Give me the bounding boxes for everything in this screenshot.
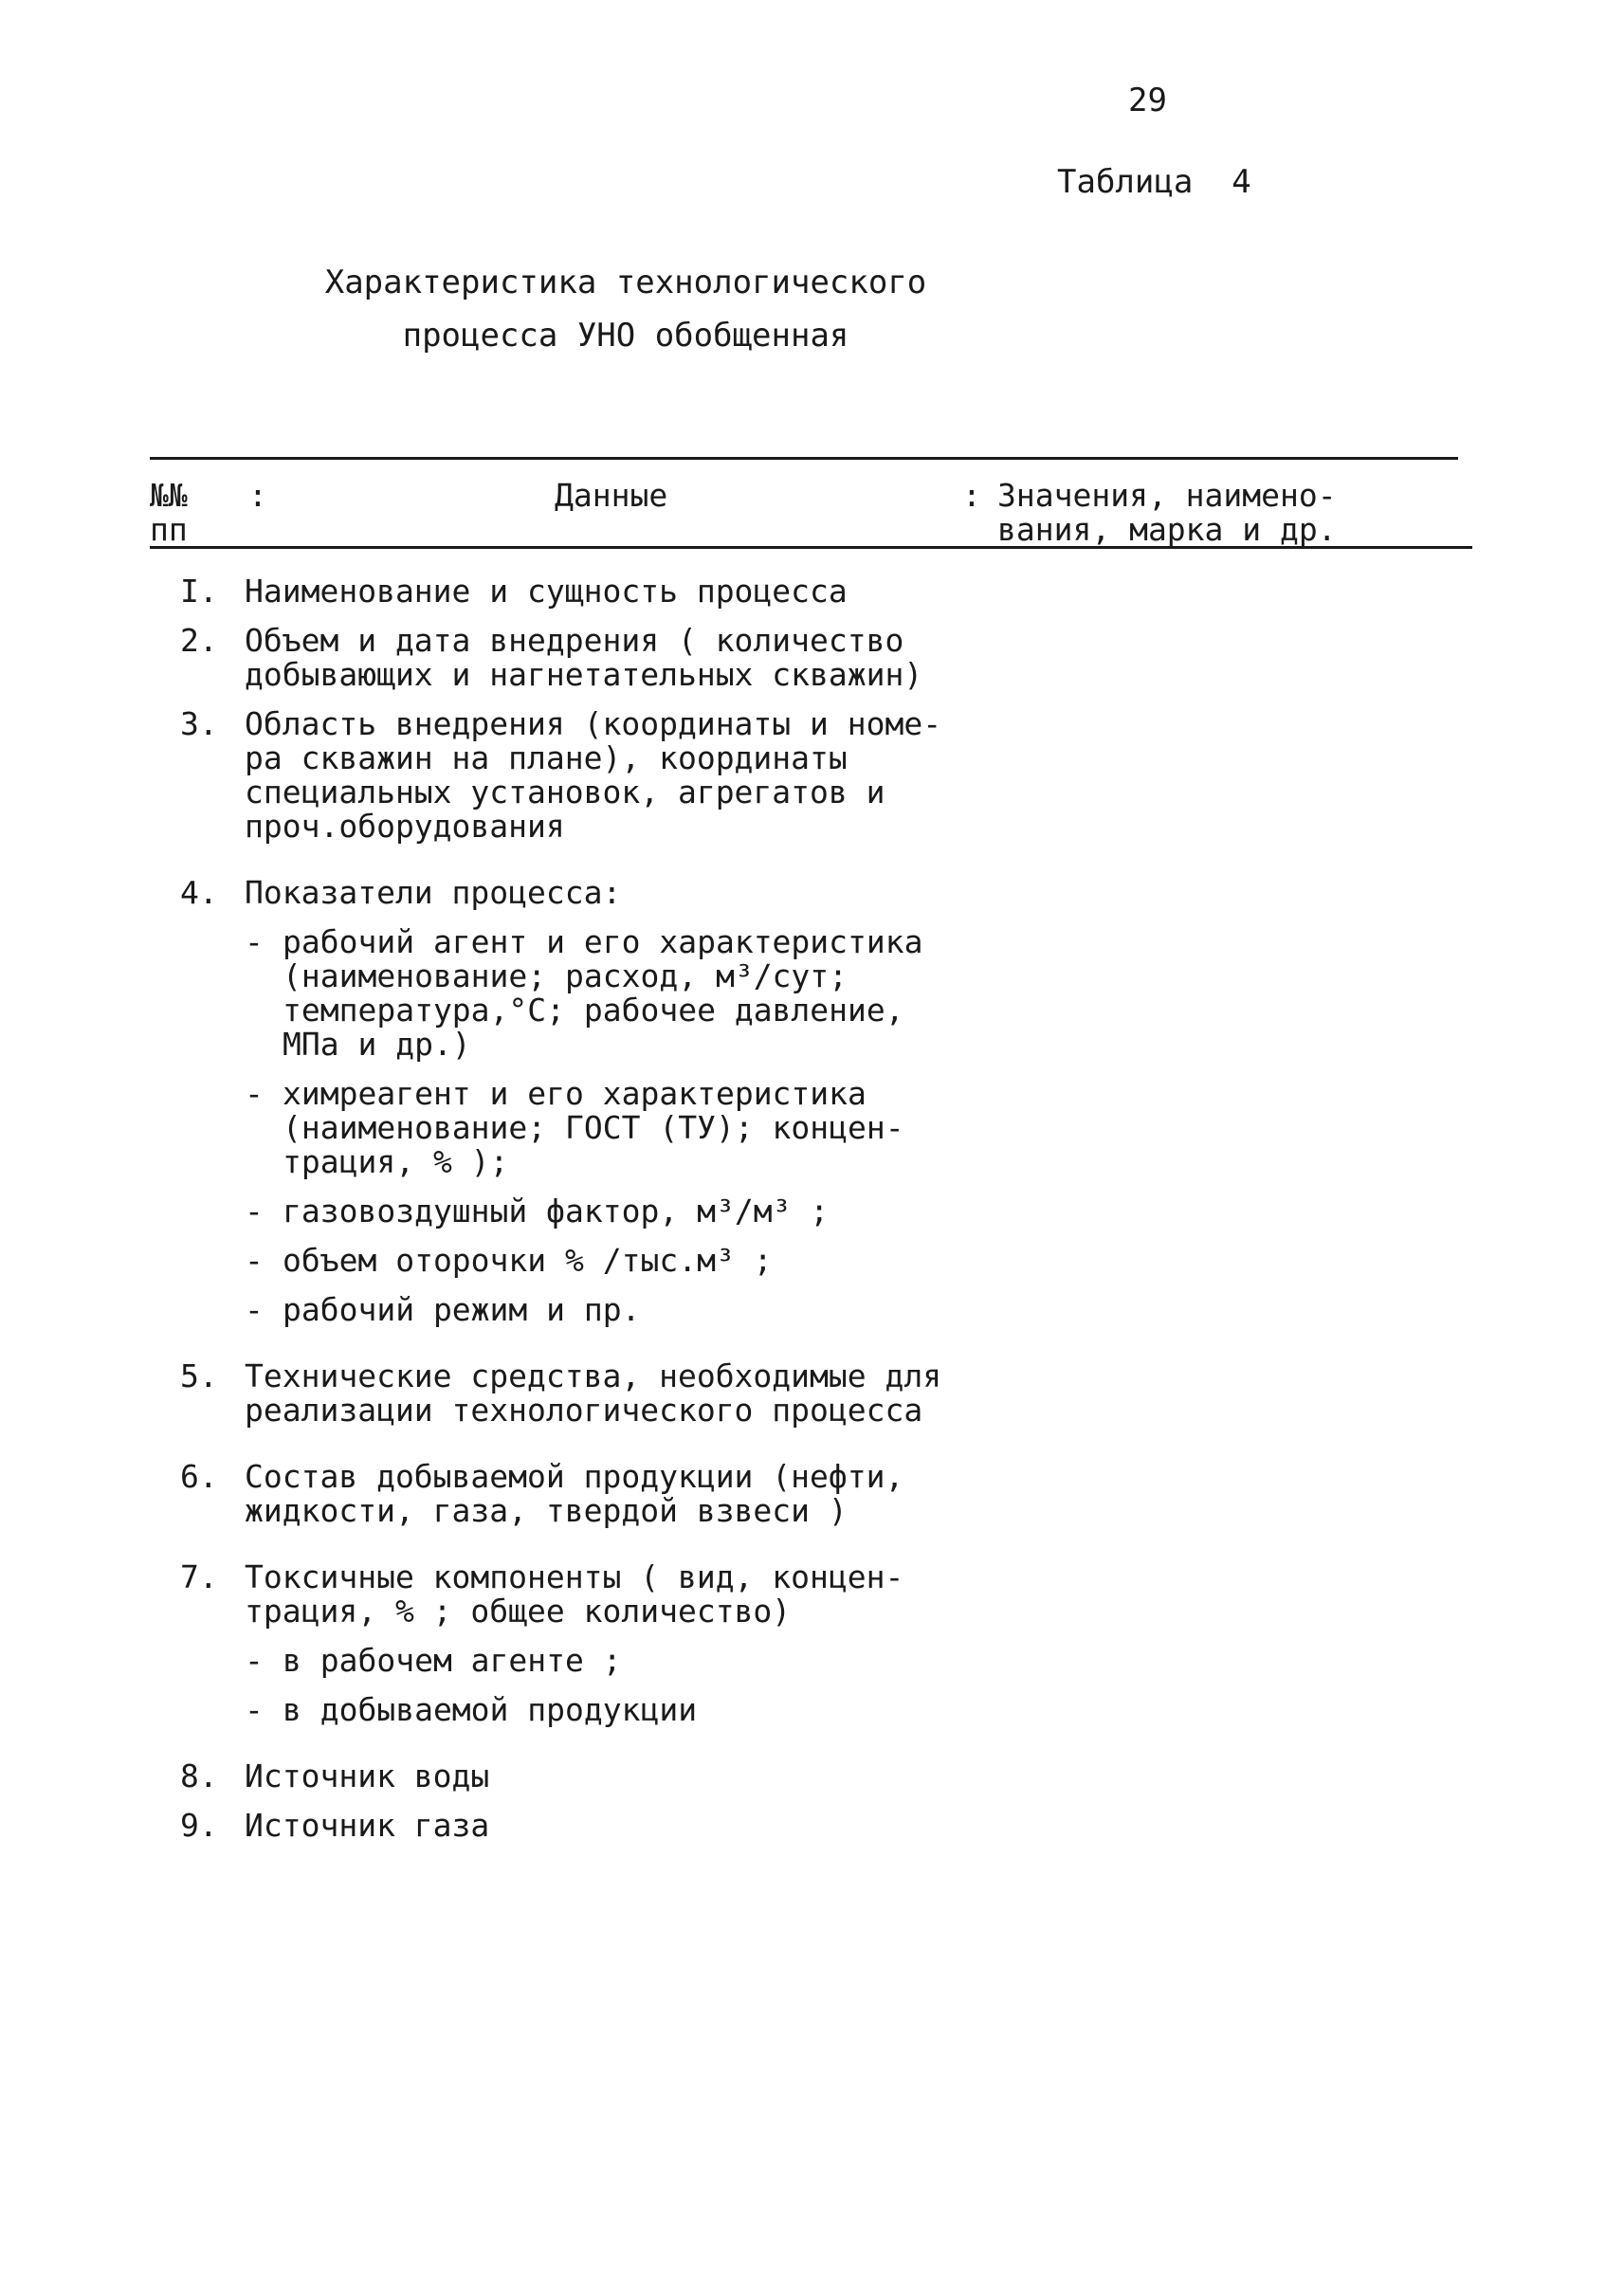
header-values-label-2: вания, марка и др. xyxy=(997,511,1337,548)
list-item xyxy=(180,1460,1128,1528)
list-item xyxy=(180,876,1128,910)
sub-item-text: рабочий агент и его характеристика (наименование; расход, м³/сут; температура,°С; рабочее давление, МПа и др.) xyxy=(283,923,923,1063)
header-data-label: Данные xyxy=(555,477,668,514)
sub-item-text: химреагент и его характеристика (наименование; ГОСТ (ТУ); концен- трация, % ); xyxy=(283,1075,904,1180)
sub-item-dash: - xyxy=(245,1193,264,1229)
header-values-label: Значения, наимено- xyxy=(997,477,1337,514)
header-top-rule xyxy=(150,457,1458,460)
list-item xyxy=(180,1759,1128,1794)
sub-item-dash: - xyxy=(245,1642,264,1679)
list-item xyxy=(180,707,1128,844)
sub-item xyxy=(245,1293,1128,1327)
sub-item-text: объем оторочки % /тыс.м³ ; xyxy=(283,1242,773,1279)
item-text: Состав добываемой продукции (нефти, жидкости, газа, твердой взвеси ) xyxy=(245,1458,904,1529)
sub-item xyxy=(245,1077,1128,1179)
item-text: Технические средства, необходимые для реализации технологического процесса xyxy=(245,1357,942,1429)
table-body xyxy=(180,574,1128,1858)
item-number: 2. xyxy=(180,622,218,659)
sub-item-text: в добываемой продукции xyxy=(283,1691,698,1728)
sub-item xyxy=(245,1244,1128,1278)
item-number: 6. xyxy=(180,1458,218,1495)
table-label: Таблица 4 xyxy=(1057,163,1251,201)
list-item xyxy=(180,1560,1128,1629)
sub-item xyxy=(245,1644,1128,1678)
table-title xyxy=(284,256,967,362)
item-text: Источник воды xyxy=(245,1758,490,1794)
item-text: Наименование и сущность процесса xyxy=(245,573,848,610)
item-text: Показатели процесса: xyxy=(245,874,622,911)
header-number-label: №№ xyxy=(150,477,188,514)
item-text: Объем и дата внедрения ( количество добывающих и нагнетательных скважин) xyxy=(245,622,923,693)
sub-item-dash: - xyxy=(245,923,264,960)
item-number: 8. xyxy=(180,1758,218,1794)
sub-item-text: газовоздушный фактор, м³/м³ ; xyxy=(283,1193,830,1229)
sub-item xyxy=(245,1693,1128,1727)
item-text: Токсичные компоненты ( вид, концен- трация, % ; общее количество) xyxy=(245,1558,904,1630)
sub-item-dash: - xyxy=(245,1691,264,1728)
item-number: I. xyxy=(180,573,218,610)
header-number-label-2: пп xyxy=(150,511,188,548)
list-item xyxy=(180,624,1128,692)
page-number: 29 xyxy=(1128,82,1167,119)
item-number: 7. xyxy=(180,1558,218,1595)
header-separator: : xyxy=(248,477,267,514)
item-number: 5. xyxy=(180,1357,218,1394)
sub-item xyxy=(245,925,1128,1062)
sub-item-dash: - xyxy=(245,1242,264,1279)
sub-item xyxy=(245,1194,1128,1229)
sub-item-text: рабочий режим и пр. xyxy=(283,1291,641,1328)
title-line-1: Характеристика технологического xyxy=(324,264,927,301)
list-item xyxy=(180,1809,1128,1843)
title-line-2: процесса УНО обобщенная xyxy=(402,317,849,355)
header-separator-2: : xyxy=(962,477,981,514)
list-item xyxy=(180,574,1128,609)
sub-item-text: в рабочем агенте ; xyxy=(283,1642,622,1679)
header-bottom-rule xyxy=(150,546,1472,549)
item-number: 4. xyxy=(180,874,218,911)
item-text: Источник газа xyxy=(245,1807,490,1844)
item-text: Область внедрения (координаты и номе- ра скважин на плане), координаты специальных установок, агрегатов и проч.оборудования xyxy=(245,705,942,845)
sub-item-dash: - xyxy=(245,1291,264,1328)
sub-item-dash: - xyxy=(245,1075,264,1112)
list-item xyxy=(180,1359,1128,1428)
item-number: 9. xyxy=(180,1807,218,1844)
item-number: 3. xyxy=(180,705,218,742)
